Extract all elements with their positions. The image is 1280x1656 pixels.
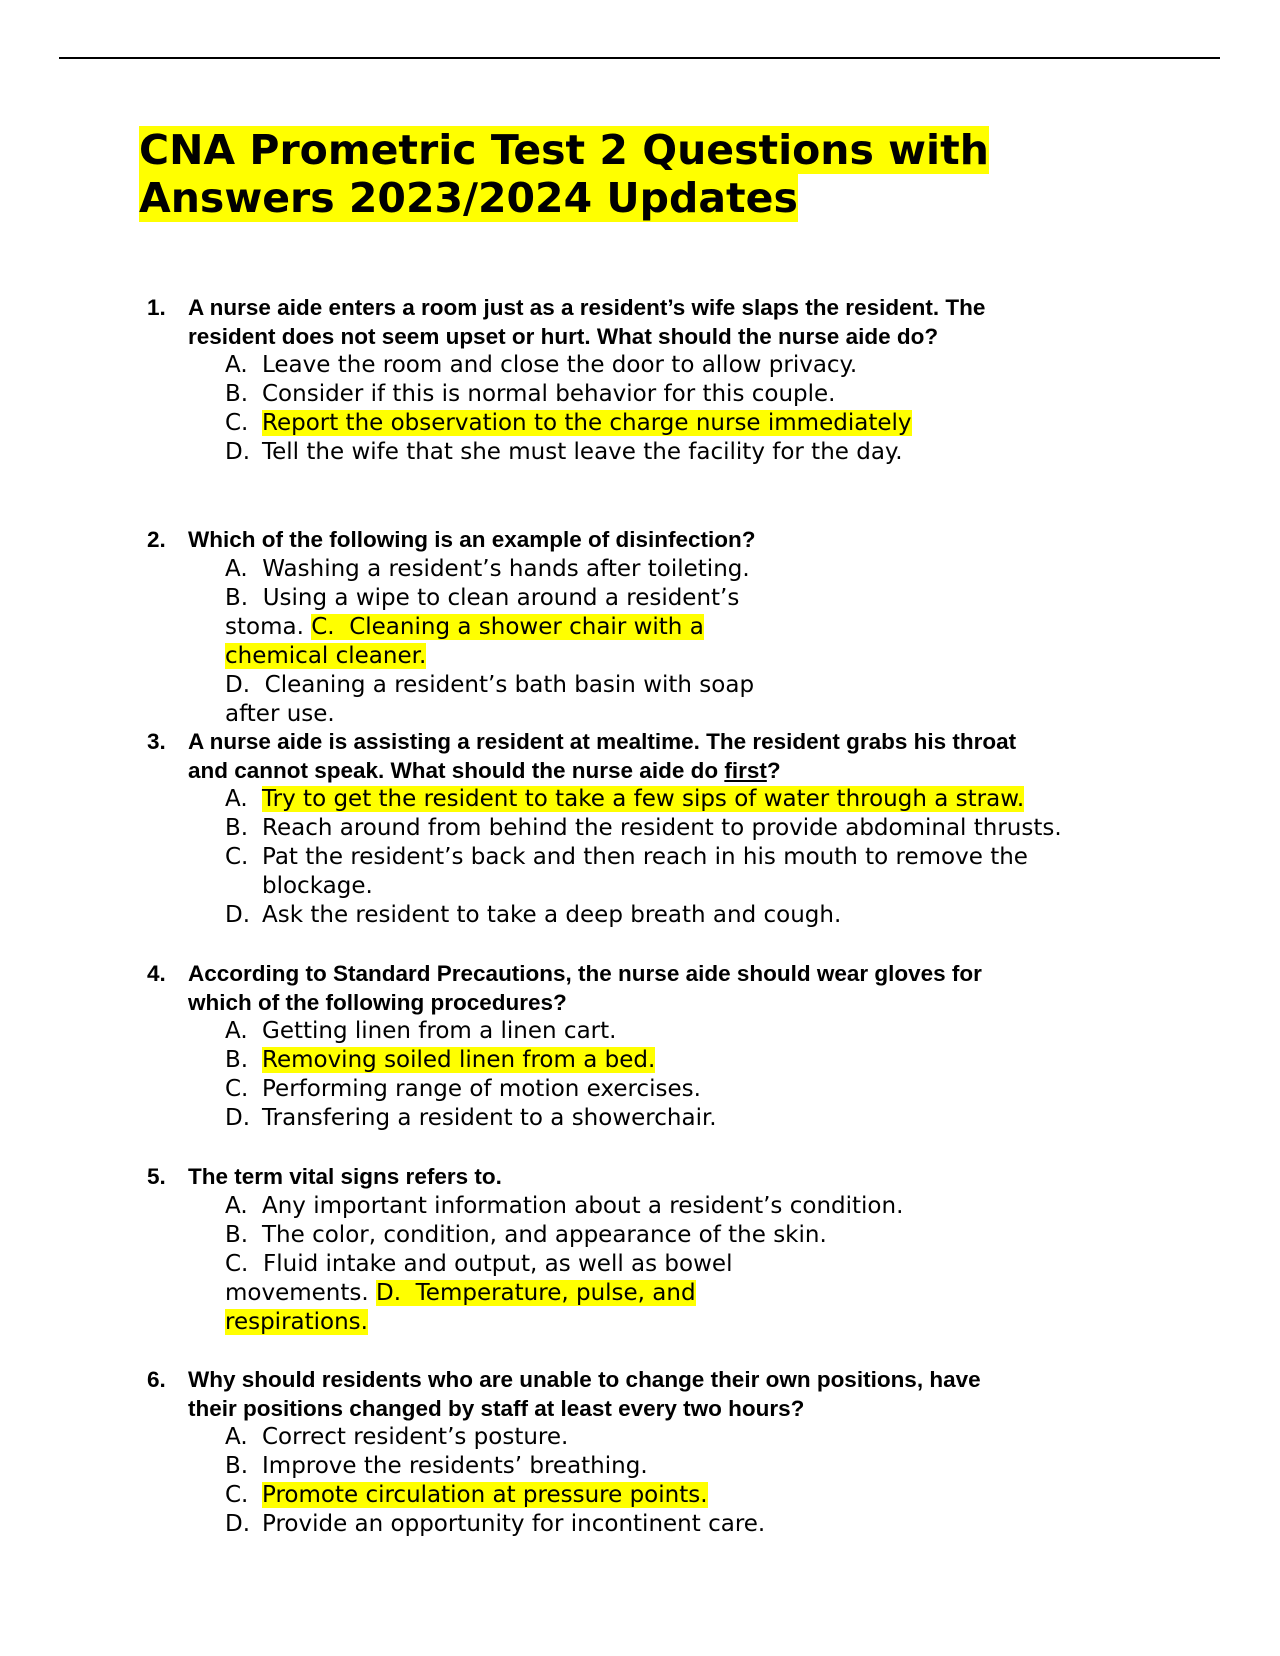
option-text: Consider if this is normal behavior for this couple.	[262, 381, 836, 407]
option-text: Any important information about a resident’s condition.	[262, 1192, 904, 1219]
option-letter: B.	[225, 1453, 249, 1479]
option-text: Using a wipe to clean around a resident’s stoma.	[225, 584, 740, 640]
question-text-part: ?	[766, 757, 781, 783]
option-text: Transfering a resident to a showerchair.	[262, 1105, 717, 1131]
option-a	[0, 785, 1280, 814]
option-text: Cleaning a resident’s bath basin with soap after use.	[225, 671, 755, 727]
option-letter: B.	[225, 815, 249, 841]
option-text: Washing a resident’s hands after toileting.	[262, 555, 750, 582]
option-text: Correct resident’s posture.	[262, 1424, 569, 1450]
option-a	[0, 351, 1280, 380]
option-text: Leave the room and close the door to allow privacy.	[262, 352, 858, 378]
option-b	[0, 380, 1280, 409]
question-number: 1.	[147, 295, 166, 320]
title-text: CNA Prometric Test 2 Questions with Answers 2023/2024 Updates	[139, 126, 989, 222]
option-letter: C.	[225, 844, 249, 870]
option-letter: C.	[311, 613, 335, 640]
option-letter: C.	[225, 1076, 249, 1102]
options-paragraph	[225, 555, 765, 729]
option-letter: B.	[225, 1047, 249, 1073]
emphasis-first: first	[724, 757, 767, 783]
option-d	[0, 1510, 1280, 1539]
option-c	[0, 1075, 1280, 1104]
question-number: 3.	[147, 729, 166, 754]
option-a	[0, 1192, 1280, 1221]
option-letter: B.	[225, 381, 249, 407]
option-a	[0, 1423, 1280, 1452]
option-text: Temperature, pulse, and respirations.	[225, 1279, 696, 1335]
question-number: 4.	[147, 961, 166, 986]
option-text: Getting linen from a linen cart.	[262, 1018, 617, 1044]
option-text: Tell the wife that she must leave the facility for the day.	[262, 439, 903, 465]
question-4	[0, 960, 1280, 1133]
document-title	[139, 126, 1139, 222]
highlighted-answer: Removing soiled linen from a bed.	[262, 1047, 656, 1073]
option-letter: A.	[225, 352, 248, 378]
option-text: Ask the resident to take a deep breath and cough.	[262, 902, 842, 928]
option-letter: D.	[225, 1105, 251, 1131]
option-letter: A.	[225, 786, 248, 812]
header-rule	[59, 57, 1220, 59]
option-letter: C.	[225, 1250, 249, 1277]
option-letter: D.	[225, 902, 251, 928]
question-number: 6.	[147, 1367, 166, 1392]
option-a	[0, 1017, 1280, 1046]
question-3	[0, 728, 1280, 930]
question-text: Why should residents who are unable to change their own positions, have their positions changed by staff at least every two hours?	[188, 1367, 981, 1421]
option-letter: A.	[225, 555, 248, 582]
option-b	[0, 1046, 1280, 1075]
option-b	[0, 1221, 1280, 1250]
option-letter: D.	[225, 439, 251, 465]
question-text: According to Standard Precautions, the nurse aide should wear gloves for which of the following procedures?	[188, 961, 982, 1015]
highlighted-answer: Promote circulation at pressure points.	[262, 1482, 708, 1508]
option-text: Cleaning a shower chair with a chemical cleaner.	[225, 613, 704, 669]
option-text: Performing range of motion exercises.	[262, 1076, 701, 1102]
question-1	[0, 294, 1280, 467]
option-text: Improve the residents’ breathing.	[262, 1453, 648, 1479]
option-text: Fluid intake and output, as well as bowel movements.	[225, 1250, 733, 1306]
highlighted-answer: Report the observation to the charge nurse immediately	[262, 410, 912, 436]
option-letter: C.	[225, 1482, 249, 1508]
option-b	[0, 1452, 1280, 1481]
option-d	[0, 901, 1280, 930]
option-letter: A.	[225, 1424, 248, 1450]
option-text: Provide an opportunity for incontinent care.	[262, 1511, 766, 1537]
option-c	[0, 843, 1280, 901]
option-d	[0, 438, 1280, 467]
option-text: The color, condition, and appearance of the skin.	[262, 1221, 827, 1248]
option-c	[0, 1481, 1280, 1510]
option-letter: D.	[225, 671, 251, 698]
question-2	[0, 526, 1280, 729]
question-text: The term vital signs refers to.	[188, 1164, 502, 1189]
options-paragraph	[225, 1250, 765, 1337]
question-5	[0, 1163, 1280, 1337]
option-text: Reach around from behind the resident to provide abdominal thrusts.	[262, 815, 1062, 841]
option-letter: A.	[225, 1192, 248, 1219]
option-letter: B.	[225, 1221, 249, 1248]
option-letter: D.	[225, 1511, 251, 1537]
option-letter: D.	[376, 1279, 402, 1306]
question-text-part: A nurse aide is assisting a resident at mealtime. The resident grabs his throat and cannot speak. What should the nurse aide do	[188, 729, 1017, 783]
option-letter: A.	[225, 1018, 248, 1044]
question-text: A nurse aide enters a room just as a resident’s wife slaps the resident. The resident does not seem upset or hurt. What should the nurse aide do?	[188, 295, 986, 349]
option-letter: C.	[225, 410, 249, 436]
question-number: 5.	[147, 1164, 166, 1189]
option-letter: B.	[225, 584, 249, 611]
option-c	[0, 409, 1280, 438]
option-text: Pat the resident’s back and then reach in his mouth to remove the blockage.	[262, 844, 1028, 899]
option-b	[0, 814, 1280, 843]
question-text	[188, 728, 1028, 785]
question-text: Which of the following is an example of disinfection?	[188, 527, 756, 552]
question-number: 2.	[147, 527, 166, 552]
question-6	[0, 1366, 1280, 1539]
highlighted-answer: Try to get the resident to take a few sips of water through a straw.	[262, 786, 1025, 812]
option-d	[0, 1104, 1280, 1133]
